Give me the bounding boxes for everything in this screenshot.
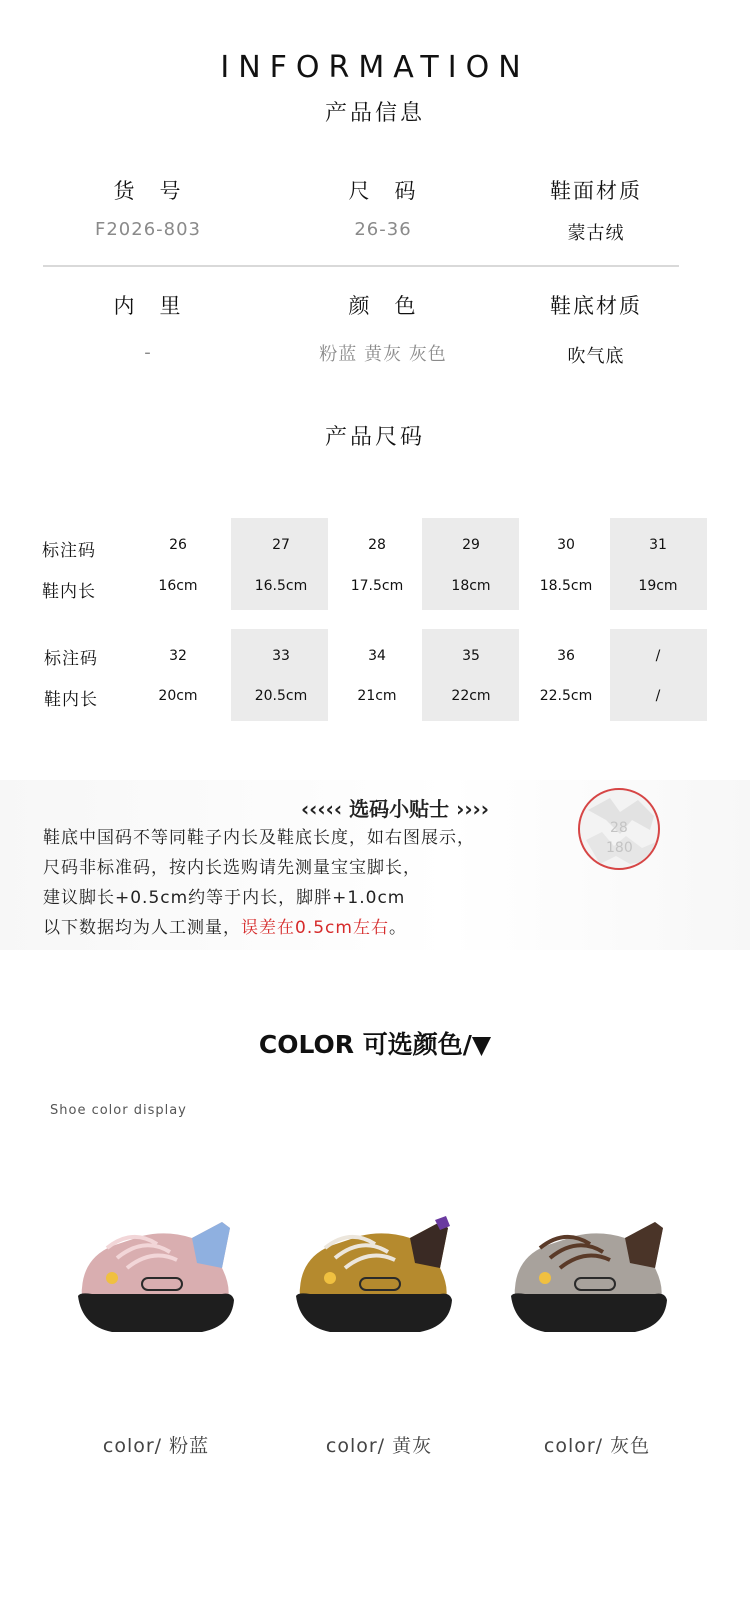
spec-value-upper-material: 蒙古绒 [567, 223, 625, 244]
shoe-image-yellow-grey [290, 1208, 460, 1348]
size-tips-title: ‹‹‹‹‹ 选码小贴士 ›››› [300, 797, 490, 821]
size-cell-shade [610, 629, 707, 721]
spec-value-sole-material: 吹气底 [567, 346, 625, 367]
shoe-image-pink-blue [72, 1208, 242, 1348]
page-subtitle: 产品信息 [324, 101, 425, 126]
spec-value-size: 26-36 [354, 219, 412, 240]
size-length: 18.5cm [539, 578, 593, 594]
size-cell-shade [610, 518, 707, 610]
color-caption-grey: color/ 灰色 [543, 1435, 651, 1457]
size-code: 35 [462, 648, 480, 664]
shoe-image-grey [505, 1208, 675, 1348]
size-row-label-code: 标注码 [42, 541, 96, 561]
spec-label-size: 尺 码 [348, 179, 418, 203]
size-row-label-length: 鞋内长 [44, 690, 98, 710]
size-length: 20.5cm [254, 688, 308, 704]
shoe-display-label: Shoe color display [50, 1103, 187, 1118]
sole-length-number: 180 [606, 840, 633, 856]
size-cell-shade [422, 629, 519, 721]
spec-value-lining: - [144, 342, 152, 363]
size-row-label-length: 鞋内长 [42, 582, 96, 602]
size-length: 22cm [451, 688, 491, 704]
size-length: 17.5cm [350, 578, 404, 594]
tips-line-1: 鞋底中国码不等同鞋子内长及鞋底长度，如右图展示， [43, 828, 475, 848]
spec-label-color: 颜 色 [348, 294, 418, 318]
size-code: 32 [169, 648, 187, 664]
spec-value-item-no: F2026-803 [94, 219, 201, 240]
color-caption-pink-blue: color/ 粉蓝 [102, 1435, 210, 1457]
size-code: 30 [557, 537, 575, 553]
color-section-title: COLOR 可选颜色/▼ [258, 1030, 492, 1059]
tips-line-2: 尺码非标准码，按内长选购请先测量宝宝脚长， [43, 858, 421, 878]
spec-value-color: 粉蓝 黄灰 灰色 [319, 344, 447, 365]
spec-label-lining: 内 里 [113, 294, 183, 318]
size-length: 18cm [451, 578, 491, 594]
spec-label-item-no: 货 号 [113, 179, 183, 203]
size-row-label-code: 标注码 [44, 649, 98, 669]
size-code: 29 [462, 537, 480, 553]
sole-size-marking-image [578, 788, 660, 870]
size-code: 34 [368, 648, 386, 664]
size-length: / [655, 688, 661, 704]
spec-label-upper-material: 鞋面材质 [550, 179, 642, 203]
size-code: 31 [649, 537, 667, 553]
tips-line-4-prefix: 以下数据均为人工测量， [43, 918, 241, 938]
tips-error-note: 误差在0.5cm左右 [241, 918, 389, 938]
size-code: / [655, 648, 661, 664]
size-code: 26 [169, 537, 187, 553]
size-code: 28 [368, 537, 386, 553]
tips-line-3: 建议脚长+0.5cm约等于内长，脚胖+1.0cm [43, 888, 406, 908]
size-length: 22.5cm [539, 688, 593, 704]
spec-label-sole-material: 鞋底材质 [550, 294, 642, 318]
size-code: 33 [272, 648, 290, 664]
spec-divider [43, 265, 679, 267]
size-length: 21cm [357, 688, 397, 704]
page-title: INFORMATION [220, 50, 530, 85]
color-caption-yellow-grey: color/ 黄灰 [325, 1435, 433, 1457]
size-cell-shade [231, 518, 328, 610]
tips-line-4 [43, 913, 407, 938]
size-code: 36 [557, 648, 575, 664]
tips-line-4-suffix: 。 [388, 918, 407, 938]
size-length: 20cm [158, 688, 198, 704]
size-length: 16.5cm [254, 578, 308, 594]
size-code: 27 [272, 537, 290, 553]
sole-size-number: 28 [610, 820, 628, 836]
size-length: 16cm [158, 578, 198, 594]
size-cell-shade [422, 518, 519, 610]
size-section-title: 产品尺码 [324, 425, 425, 450]
size-length: 19cm [638, 578, 678, 594]
size-cell-shade [231, 629, 328, 721]
